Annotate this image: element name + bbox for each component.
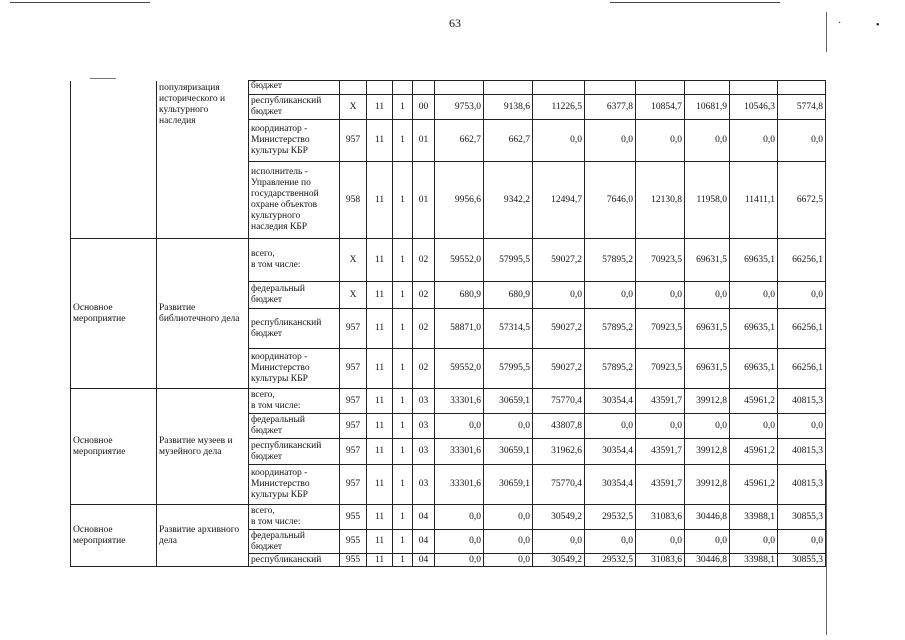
value-cell: 40815,3 [778,389,826,414]
event-type-cell: Основное мероприятие [71,239,157,389]
code-cell: 11 [367,120,393,162]
funding-source-cell: бюджет [249,81,340,95]
value-cell: 69631,5 [685,239,730,282]
value-cell: 9342,2 [484,162,533,239]
code-cell: 11 [367,414,393,439]
value-cell: 0,0 [585,530,636,554]
value-cell: 30446,8 [685,505,730,530]
value-cell: 6377,8 [585,95,636,120]
table-row [71,505,826,530]
code-cell: 02 [413,239,435,282]
value-cell: 11958,0 [685,162,730,239]
code-cell [413,81,435,95]
value-cell: 0,0 [685,414,730,439]
code-cell: 1 [393,554,413,567]
value-cell: 57895,2 [585,239,636,282]
value-cell: 43807,8 [533,414,585,439]
code-cell: 11 [367,309,393,349]
value-cell: 69631,5 [685,349,730,389]
value-cell: 0,0 [435,505,484,530]
value-cell: 30354,4 [585,439,636,465]
code-cell: 1 [393,465,413,505]
value-cell: 57895,2 [585,309,636,349]
event-name-cell: Развитие архивного дела [157,505,249,567]
value-cell: 39912,8 [685,439,730,465]
scan-dash [90,78,116,79]
value-cell: 30549,2 [533,554,585,567]
value-cell: 9753,0 [435,95,484,120]
code-cell: 03 [413,414,435,439]
value-cell: 66256,1 [778,239,826,282]
funding-source-cell: координатор - Министерство культуры КБР [249,465,340,505]
value-cell: 0,0 [585,120,636,162]
value-cell: 39912,8 [685,389,730,414]
code-cell [367,81,393,95]
code-cell: 957 [340,389,367,414]
value-cell: 31083,6 [636,505,685,530]
value-cell: 0,0 [533,282,585,309]
value-cell: 43591,7 [636,389,685,414]
funding-source-cell: федеральный бюджет [249,530,340,554]
value-cell: 0,0 [685,120,730,162]
value-cell: 59552,0 [435,349,484,389]
event-name-cell: Развитие библиотечного дела [157,239,249,389]
value-cell: 59027,2 [533,309,585,349]
value-cell: 57995,5 [484,239,533,282]
value-cell: 0,0 [778,530,826,554]
code-cell: 957 [340,309,367,349]
code-cell: 1 [393,439,413,465]
code-cell: 11 [367,389,393,414]
value-cell [730,81,778,95]
code-cell: 02 [413,349,435,389]
value-cell: 45961,2 [730,439,778,465]
value-cell: 57314,5 [484,309,533,349]
code-cell: 1 [393,505,413,530]
funding-source-cell: всего, в том числе: [249,505,340,530]
value-cell: 0,0 [636,120,685,162]
value-cell: 30354,4 [585,465,636,505]
value-cell: 33988,1 [730,505,778,530]
value-cell: 0,0 [435,554,484,567]
value-cell: 0,0 [533,530,585,554]
code-cell: 1 [393,120,413,162]
event-type-cell: Основное мероприятие [71,389,157,505]
value-cell [685,81,730,95]
code-cell: 958 [340,162,367,239]
value-cell: 69631,5 [685,309,730,349]
table-row [71,389,826,414]
funding-source-cell: всего, в том числе: [249,389,340,414]
value-cell: 10854,7 [636,95,685,120]
code-cell: 1 [393,309,413,349]
value-cell: 75770,4 [533,389,585,414]
value-cell: 0,0 [484,530,533,554]
value-cell: 39912,8 [685,465,730,505]
code-cell: 04 [413,530,435,554]
table-row [71,81,826,95]
event-type-cell [71,81,157,239]
code-cell: 01 [413,120,435,162]
value-cell: 30549,2 [533,505,585,530]
value-cell: 30446,8 [685,554,730,567]
table-row [71,239,826,282]
value-cell: 66256,1 [778,349,826,389]
value-cell: 33301,6 [435,389,484,414]
value-cell: 0,0 [778,120,826,162]
value-cell: 30855,3 [778,554,826,567]
code-cell: 02 [413,282,435,309]
value-cell: 0,0 [484,414,533,439]
value-cell: 12130,8 [636,162,685,239]
code-cell: 955 [340,505,367,530]
value-cell: 662,7 [484,120,533,162]
value-cell: 31962,6 [533,439,585,465]
page-number: 63 [449,16,461,30]
value-cell: 30659,1 [484,389,533,414]
code-cell: 957 [340,439,367,465]
code-cell: 955 [340,530,367,554]
value-cell: 680,9 [435,282,484,309]
value-cell: 40815,3 [778,439,826,465]
scan-speck: • [876,20,880,31]
code-cell: 11 [367,554,393,567]
value-cell: 0,0 [585,282,636,309]
value-cell: 30855,3 [778,505,826,530]
code-cell: 1 [393,349,413,389]
value-cell: 30354,4 [585,389,636,414]
value-cell: 43591,7 [636,465,685,505]
value-cell: 12494,7 [533,162,585,239]
funding-source-cell: республиканский бюджет [249,439,340,465]
event-type-cell: Основное мероприятие [71,505,157,567]
event-name-cell: Развитие музеев и музейного дела [157,389,249,505]
funding-source-cell: исполнитель - Управление по государственной охране объектов культурного наследия КБР [249,162,340,239]
value-cell: 43591,7 [636,439,685,465]
code-cell: 1 [393,389,413,414]
event-name-cell: популяризация исторического и культурного наследия [157,81,249,239]
value-cell: 59027,2 [533,239,585,282]
code-cell [340,81,367,95]
value-cell: 0,0 [778,282,826,309]
code-cell: 11 [367,439,393,465]
value-cell: 0,0 [730,282,778,309]
value-cell: 7646,0 [585,162,636,239]
value-cell: 70923,5 [636,309,685,349]
value-cell [585,81,636,95]
code-cell: 957 [340,414,367,439]
code-cell: 1 [393,162,413,239]
value-cell: 69635,1 [730,309,778,349]
value-cell: 29532,5 [585,505,636,530]
code-cell [393,81,413,95]
value-cell: 0,0 [685,530,730,554]
code-cell: X [340,95,367,120]
value-cell: 66256,1 [778,309,826,349]
code-cell: 1 [393,414,413,439]
value-cell: 31083,6 [636,554,685,567]
value-cell: 0,0 [636,414,685,439]
code-cell: X [340,282,367,309]
value-cell: 57995,5 [484,349,533,389]
scan-top-line-right [610,2,780,3]
code-cell: X [340,239,367,282]
value-cell: 69635,1 [730,349,778,389]
value-cell: 5774,8 [778,95,826,120]
value-cell: 9956,6 [435,162,484,239]
code-cell: 955 [340,554,367,567]
value-cell: 59552,0 [435,239,484,282]
value-cell: 0,0 [435,530,484,554]
code-cell: 11 [367,530,393,554]
value-cell [435,81,484,95]
funding-source-cell: федеральный бюджет [249,282,340,309]
value-cell: 57895,2 [585,349,636,389]
value-cell: 69635,1 [730,239,778,282]
value-cell: 662,7 [435,120,484,162]
value-cell: 30659,1 [484,439,533,465]
value-cell: 0,0 [778,414,826,439]
value-cell: 70923,5 [636,349,685,389]
value-cell: 0,0 [484,554,533,567]
value-cell: 0,0 [636,530,685,554]
code-cell: 03 [413,389,435,414]
value-cell: 33301,6 [435,465,484,505]
code-cell: 11 [367,162,393,239]
funding-source-cell: республиканский бюджет [249,95,340,120]
value-cell: 30659,1 [484,465,533,505]
value-cell: 75770,4 [533,465,585,505]
value-cell: 33301,6 [435,439,484,465]
funding-source-cell: координатор - Министерство культуры КБР [249,120,340,162]
scan-margin-line [826,12,827,52]
value-cell: 0,0 [435,414,484,439]
value-cell: 11226,5 [533,95,585,120]
code-cell: 04 [413,554,435,567]
code-cell: 02 [413,309,435,349]
value-cell: 0,0 [533,120,585,162]
value-cell: 33988,1 [730,554,778,567]
value-cell: 10546,3 [730,95,778,120]
code-cell: 11 [367,95,393,120]
code-cell: 1 [393,282,413,309]
scan-top-line-left [10,2,150,3]
code-cell: 957 [340,349,367,389]
value-cell: 0,0 [730,530,778,554]
value-cell: 58871,0 [435,309,484,349]
value-cell [484,81,533,95]
value-cell: 11411,1 [730,162,778,239]
value-cell [778,81,826,95]
budget-table [70,80,826,567]
value-cell: 0,0 [484,505,533,530]
code-cell: 01 [413,162,435,239]
code-cell: 1 [393,530,413,554]
value-cell [533,81,585,95]
value-cell: 9138,6 [484,95,533,120]
code-cell: 03 [413,439,435,465]
funding-source-cell: федеральный бюджет [249,414,340,439]
code-cell: 1 [393,95,413,120]
value-cell: 0,0 [636,282,685,309]
value-cell: 40815,3 [778,465,826,505]
scan-margin-line-lower [826,470,827,635]
value-cell: 6672,5 [778,162,826,239]
scan-speck: · [838,18,842,29]
code-cell: 957 [340,120,367,162]
code-cell: 03 [413,465,435,505]
value-cell: 680,9 [484,282,533,309]
code-cell: 11 [367,349,393,389]
value-cell: 10681,9 [685,95,730,120]
code-cell: 957 [340,465,367,505]
code-cell: 11 [367,465,393,505]
value-cell: 0,0 [585,414,636,439]
value-cell [636,81,685,95]
code-cell: 11 [367,239,393,282]
value-cell: 45961,2 [730,465,778,505]
value-cell: 70923,5 [636,239,685,282]
value-cell: 59027,2 [533,349,585,389]
code-cell: 00 [413,95,435,120]
value-cell: 0,0 [730,120,778,162]
funding-source-cell: всего, в том числе: [249,239,340,282]
code-cell: 11 [367,505,393,530]
funding-source-cell: республиканский [249,554,340,567]
value-cell: 0,0 [730,414,778,439]
code-cell: 04 [413,505,435,530]
funding-source-cell: республиканский бюджет [249,309,340,349]
value-cell: 0,0 [685,282,730,309]
funding-source-cell: координатор - Министерство культуры КБР [249,349,340,389]
code-cell: 1 [393,239,413,282]
value-cell: 29532,5 [585,554,636,567]
value-cell: 45961,2 [730,389,778,414]
code-cell: 11 [367,282,393,309]
